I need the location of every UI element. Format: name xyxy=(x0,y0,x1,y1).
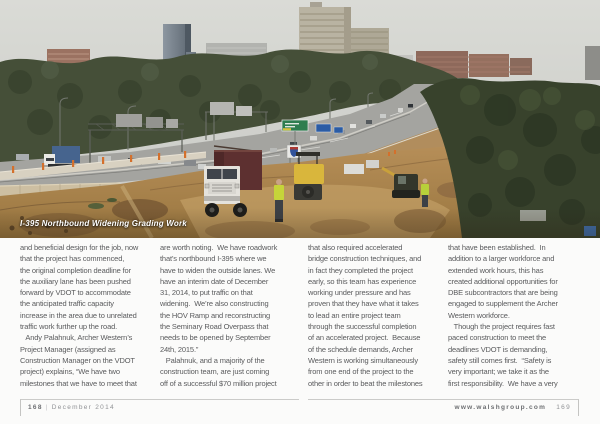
text-line: safety still comes first. “Safety is xyxy=(448,355,552,365)
text-line: the HOV Ramp and reconstructing xyxy=(160,310,270,320)
page-number-right: 169 xyxy=(556,404,571,411)
text-line: increase in the area due to unrelated xyxy=(20,310,137,320)
text-line: in fact they completed the project xyxy=(308,265,413,275)
text-line: Andy Palahnuk, Archer Western’s xyxy=(20,333,133,343)
text-line: 24th, 2015.” xyxy=(160,344,199,354)
text-line: addition to a larger workforce and xyxy=(448,254,555,264)
text-line: that’s northbound I-395 where we xyxy=(160,254,267,264)
text-line: off of a successful $70 million project xyxy=(160,378,277,388)
footer-website-url: www.walshgroup.com xyxy=(454,404,547,411)
text-line: have an interim date of December xyxy=(160,276,269,286)
footer-divider: | xyxy=(45,404,49,411)
text-line: created additional opportunities for xyxy=(448,276,558,286)
text-line: are worth noting. We have roadwork xyxy=(160,243,278,252)
text-line: to lead an entire project team xyxy=(308,310,401,320)
text-line: first responsibility. We have a very xyxy=(448,378,558,388)
text-line: the Seminary Road Overpass that xyxy=(160,322,269,332)
text-line: through the successful completion xyxy=(308,322,417,332)
text-line: and beneficial design for the job, now xyxy=(20,243,139,252)
text-line: needs to be opened by September xyxy=(160,333,271,343)
text-line: other in order to beat the milestones xyxy=(308,378,423,388)
text-line: the auxiliary lane has been pushed xyxy=(20,276,131,286)
text-line: deadlines VDOT is demanding, xyxy=(448,344,548,354)
footer-issue-date: December 2014 xyxy=(51,404,115,411)
text-line: 31, 2014, to put traffic on that xyxy=(160,288,253,298)
text-line: bridge construction techniques, and xyxy=(308,254,422,264)
text-line: the original completion deadline for xyxy=(20,265,131,275)
text-line: paced construction to meet the xyxy=(448,333,547,343)
text-line: engaged to supplement the Archer xyxy=(448,299,558,309)
text-line: construction team, are just coming xyxy=(160,367,270,377)
text-line: early, so this team has experience xyxy=(308,276,417,286)
text-line: widening. We’re also constructing xyxy=(160,299,269,309)
text-line: Though the project requires fast xyxy=(448,322,555,332)
text-line: milestones that we have to meet that xyxy=(20,378,137,388)
text-line: project) explains, “We have two xyxy=(20,367,120,377)
text-line: Project Manager (assigned as xyxy=(20,344,116,354)
text-line: very important; we take it as the xyxy=(448,367,549,377)
text-line: Palahnuk, and a majority of the xyxy=(160,355,265,365)
article-column-2 xyxy=(160,242,297,389)
text-line: that the project has commenced, xyxy=(20,254,125,264)
footer-left-page xyxy=(20,399,299,416)
article-column-3 xyxy=(308,242,445,389)
text-line: have to widen the outside lanes. We xyxy=(160,265,276,275)
text-line: traffic work further up the road. xyxy=(20,322,118,332)
text-line: that also required accelerated xyxy=(308,243,403,252)
article-column-1 xyxy=(20,242,157,389)
text-line: Construction Manager on the VDOT xyxy=(20,355,135,365)
text-line: Western is working simultaneously xyxy=(308,355,418,365)
text-line: the anticipated traffic capacity xyxy=(20,299,114,309)
text-line: DBE subcontractors that are being xyxy=(448,288,558,298)
text-line: proven that they have what it takes xyxy=(308,299,419,309)
page-number-left: 168 xyxy=(28,404,43,411)
text-line: working under pressure and has xyxy=(308,288,411,298)
text-line: forward by VDOT to accommodate xyxy=(20,288,131,298)
article-column-4 xyxy=(448,242,585,389)
text-line: of the schedule demands, Archer xyxy=(308,344,414,354)
text-line: Western workforce. xyxy=(448,310,510,320)
text-line: extended work hours, this has xyxy=(448,265,544,275)
text-line: of an accelerated project. Because xyxy=(308,333,421,343)
text-line: that have been established. In xyxy=(448,243,546,252)
footer-right-page xyxy=(308,399,579,416)
text-line: from one end of the project to the xyxy=(308,367,414,377)
photo-caption: I-395 Northbound Widening Grading Work xyxy=(20,219,187,228)
